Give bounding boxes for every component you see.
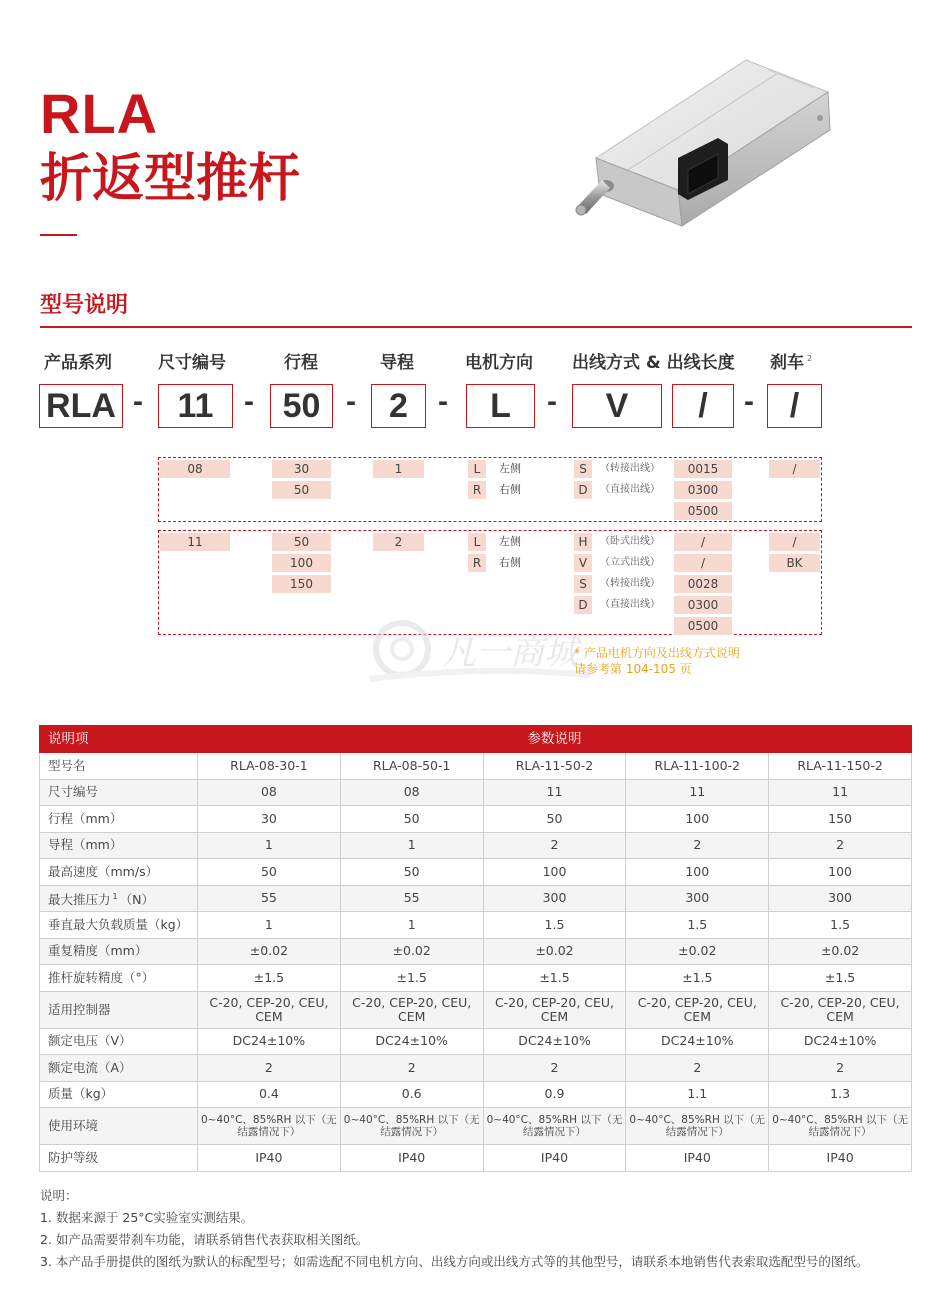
spec-cell: 2: [483, 832, 626, 859]
spec-cell: 300: [769, 885, 912, 912]
spec-cell: 2: [340, 1055, 483, 1082]
option-size: 11: [160, 533, 230, 551]
code-box-brake: /: [767, 384, 822, 428]
spec-cell: IP40: [769, 1145, 912, 1172]
spec-cell: DC24±10%: [626, 1028, 769, 1055]
product-subtitle: 折返型推杆: [40, 149, 301, 209]
footnotes: [40, 1185, 868, 1273]
spec-cell: IP40: [340, 1145, 483, 1172]
spec-row-label: 使用环境: [40, 1108, 198, 1145]
spec-cell: DC24±10%: [340, 1028, 483, 1055]
option-motor-code: L: [468, 460, 486, 478]
spec-cell: 0.4: [198, 1081, 341, 1108]
spec-cell: ±1.5: [483, 965, 626, 992]
option-stroke: 50: [272, 533, 331, 551]
spec-row-label: 质量（kg）: [40, 1081, 198, 1108]
option-length: 0500: [674, 502, 732, 520]
option-motor-desc: 左侧: [499, 462, 521, 475]
spec-cell: 0~40°C、85%RH 以下（无结露情况下）: [626, 1108, 769, 1145]
table-row: [40, 885, 912, 912]
spec-row-label: 防护等级: [40, 1145, 198, 1172]
option-stroke: 30: [272, 460, 331, 478]
table-row: [40, 1081, 912, 1108]
option-stroke: 100: [272, 554, 331, 572]
spec-cell: 50: [340, 859, 483, 886]
product-image: [568, 40, 838, 230]
spec-cell: ±0.02: [483, 938, 626, 965]
title-underline: [40, 234, 77, 236]
option-size: 08: [160, 460, 230, 478]
code-dash: -: [244, 385, 254, 418]
spec-cell: DC24±10%: [769, 1028, 912, 1055]
spec-cell: C-20, CEP-20, CEU, CEM: [769, 991, 912, 1028]
code-box-lead: 2: [371, 384, 426, 428]
spec-cell: 0.9: [483, 1081, 626, 1108]
option-length: 0015: [674, 460, 732, 478]
code-box-length: /: [672, 384, 734, 428]
code-dash: -: [133, 385, 143, 418]
watermark-text: 凡一商城: [442, 633, 578, 673]
option-wiring-code: V: [574, 554, 592, 572]
spec-cell: RLA-11-150-2: [769, 753, 912, 780]
option-wiring-code: D: [574, 596, 592, 614]
table-row: [40, 859, 912, 886]
spec-cell: 55: [198, 885, 341, 912]
label-stroke: 行程: [284, 353, 318, 373]
option-lead: 2: [373, 533, 424, 551]
footnote-item: 1. 数据来源于 25°C实验室实测结果。: [40, 1210, 254, 1225]
spec-cell: 0~40°C、85%RH 以下（无结露情况下）: [769, 1108, 912, 1145]
code-box-stroke: 50: [270, 384, 333, 428]
spec-cell: 55: [340, 885, 483, 912]
option-wiring-desc: （直接出线）: [600, 484, 660, 495]
label-series: 产品系列: [44, 353, 112, 373]
spec-row-label: 最高速度（mm/s）: [40, 859, 198, 886]
spec-cell: IP40: [198, 1145, 341, 1172]
spec-cell: RLA-08-30-1: [198, 753, 341, 780]
spec-cell: 2: [198, 1055, 341, 1082]
option-length: /: [674, 554, 732, 572]
table-row: [40, 1028, 912, 1055]
option-motor-desc: 右侧: [499, 483, 521, 496]
spec-cell: 2: [626, 1055, 769, 1082]
spec-cell: 11: [626, 779, 769, 806]
spec-cell: 11: [769, 779, 912, 806]
spec-cell: RLA-11-100-2: [626, 753, 769, 780]
table-row: [40, 1145, 912, 1172]
spec-cell: 1: [198, 832, 341, 859]
spec-cell: 08: [198, 779, 341, 806]
spec-cell: 0~40°C、85%RH 以下（无结露情况下）: [483, 1108, 626, 1145]
footnotes-title: 说明：: [40, 1188, 78, 1203]
spec-cell: 100: [769, 859, 912, 886]
option-wiring-code: D: [574, 481, 592, 499]
option-stroke: 50: [272, 481, 331, 499]
option-note: * 产品电机方向及出线方式说明 请参考第 104-105 页: [574, 646, 740, 676]
spec-cell: 1: [198, 912, 341, 939]
product-title: RLA: [40, 82, 159, 145]
spec-cell: 2: [769, 832, 912, 859]
option-length: 0300: [674, 596, 732, 614]
spec-cell: 50: [483, 806, 626, 833]
option-brake: BK: [769, 554, 820, 572]
table-row: [40, 832, 912, 859]
option-motor-code: R: [468, 481, 486, 499]
spec-row-label: 重复精度（mm）: [40, 938, 198, 965]
code-dash: -: [744, 385, 754, 418]
spec-cell: 150: [769, 806, 912, 833]
option-motor-desc: 右侧: [499, 556, 521, 569]
spec-cell: DC24±10%: [483, 1028, 626, 1055]
spec-cell: 1.5: [626, 912, 769, 939]
spec-cell: 50: [340, 806, 483, 833]
spec-cell: 300: [626, 885, 769, 912]
spec-cell: C-20, CEP-20, CEU, CEM: [626, 991, 769, 1028]
code-dash: -: [547, 385, 557, 418]
option-wiring-code: S: [574, 575, 592, 593]
table-row: [40, 938, 912, 965]
code-box-series: RLA: [39, 384, 123, 428]
spec-row-label: 尺寸编号: [40, 779, 198, 806]
spec-cell: 11: [483, 779, 626, 806]
spec-cell: 0~40°C、85%RH 以下（无结露情况下）: [340, 1108, 483, 1145]
spec-row-label: 行程（mm）: [40, 806, 198, 833]
spec-cell: C-20, CEP-20, CEU, CEM: [198, 991, 341, 1028]
table-row: [40, 991, 912, 1028]
option-wiring-desc: （卧式出线）: [600, 536, 660, 547]
spec-cell: ±0.02: [340, 938, 483, 965]
spec-cell: 08: [340, 779, 483, 806]
spec-cell: 1.3: [769, 1081, 912, 1108]
spec-cell: RLA-08-50-1: [340, 753, 483, 780]
spec-cell: 0.6: [340, 1081, 483, 1108]
table-row: [40, 753, 912, 780]
spec-row-label: 最大推压力 $^1$ （N）: [40, 885, 198, 912]
spec-cell: ±0.02: [626, 938, 769, 965]
option-stroke: 150: [272, 575, 331, 593]
option-motor-desc: 左侧: [499, 535, 521, 548]
spec-header-row: [40, 726, 912, 753]
spec-cell: 30: [198, 806, 341, 833]
option-wiring-desc: （转接出线）: [600, 463, 660, 474]
label-size: 尺寸编号: [158, 353, 226, 373]
option-wiring-code: H: [574, 533, 592, 551]
spec-cell: 1: [340, 832, 483, 859]
spec-cell: ±0.02: [769, 938, 912, 965]
option-length: 0028: [674, 575, 732, 593]
spec-header-value: 参数说明: [198, 726, 912, 753]
section-divider: [40, 326, 912, 328]
option-brake: /: [769, 533, 820, 551]
spec-row-label: 推杆旋转精度（°）: [40, 965, 198, 992]
table-row: [40, 806, 912, 833]
spec-cell: 1: [340, 912, 483, 939]
footnote-item: 3. 本产品手册提供的图纸为默认的标配型号；如需选配不同电机方向、出线方向或出线方式等的其他型号，请联系本地销售代表索取选配型号的图纸。: [40, 1254, 869, 1269]
spec-cell: IP40: [626, 1145, 769, 1172]
table-row: [40, 1055, 912, 1082]
spec-cell: IP40: [483, 1145, 626, 1172]
option-length: 0300: [674, 481, 732, 499]
spec-row-label: 垂直最大负载质量（kg）: [40, 912, 198, 939]
spec-cell: C-20, CEP-20, CEU, CEM: [340, 991, 483, 1028]
label-brake: 刹车 $^2$: [770, 353, 813, 373]
table-row: [40, 1108, 912, 1145]
spec-cell: 100: [483, 859, 626, 886]
spec-header-label: 说明项: [40, 726, 198, 753]
option-motor-code: R: [468, 554, 486, 572]
table-row: [40, 779, 912, 806]
spec-cell: 2: [626, 832, 769, 859]
spec-row-label: 导程（mm）: [40, 832, 198, 859]
spec-cell: ±1.5: [198, 965, 341, 992]
option-length: 0500: [674, 617, 732, 635]
spec-cell: RLA-11-50-2: [483, 753, 626, 780]
code-dash: -: [438, 385, 448, 418]
code-box-motor: L: [466, 384, 535, 428]
spec-cell: ±1.5: [340, 965, 483, 992]
spec-cell: ±0.02: [198, 938, 341, 965]
spec-cell: 100: [626, 859, 769, 886]
table-row: [40, 912, 912, 939]
spec-cell: 300: [483, 885, 626, 912]
watermark: [370, 617, 590, 687]
section-title: 型号说明: [40, 293, 129, 318]
spec-cell: 0~40°C、85%RH 以下（无结露情况下）: [198, 1108, 341, 1145]
spec-cell: 2: [483, 1055, 626, 1082]
option-wiring-desc: （直接出线）: [600, 599, 660, 610]
spec-row-label: 额定电压（V）: [40, 1028, 198, 1055]
table-row: [40, 965, 912, 992]
spec-row-label: 型号名: [40, 753, 198, 780]
code-box-size: 11: [158, 384, 233, 428]
footnote-item: 2. 如产品需要带刹车功能，请联系销售代表获取相关图纸。: [40, 1232, 369, 1247]
spec-cell: 50: [198, 859, 341, 886]
spec-cell: C-20, CEP-20, CEU, CEM: [483, 991, 626, 1028]
option-lead: 1: [373, 460, 424, 478]
spec-table: [39, 725, 912, 1172]
label-motor-direction: 电机方向: [465, 353, 533, 373]
option-wiring-desc: （立式出线）: [600, 557, 660, 568]
code-box-wiring: V: [572, 384, 662, 428]
spec-cell: ±1.5: [769, 965, 912, 992]
spec-cell: 100: [626, 806, 769, 833]
option-length: /: [674, 533, 732, 551]
label-lead: 导程: [380, 353, 414, 373]
option-wiring-code: S: [574, 460, 592, 478]
label-wiring: 出线方式 & 出线长度: [572, 353, 735, 373]
code-dash: -: [346, 385, 356, 418]
spec-cell: DC24±10%: [198, 1028, 341, 1055]
spec-cell: ±1.5: [626, 965, 769, 992]
option-motor-code: L: [468, 533, 486, 551]
spec-cell: 2: [769, 1055, 912, 1082]
option-brake: /: [769, 460, 820, 478]
spec-cell: 1.5: [769, 912, 912, 939]
spec-row-label: 额定电流（A）: [40, 1055, 198, 1082]
spec-row-label: 适用控制器: [40, 991, 198, 1028]
option-wiring-desc: （转接出线）: [600, 578, 660, 589]
spec-cell: 1.5: [483, 912, 626, 939]
spec-cell: 1.1: [626, 1081, 769, 1108]
